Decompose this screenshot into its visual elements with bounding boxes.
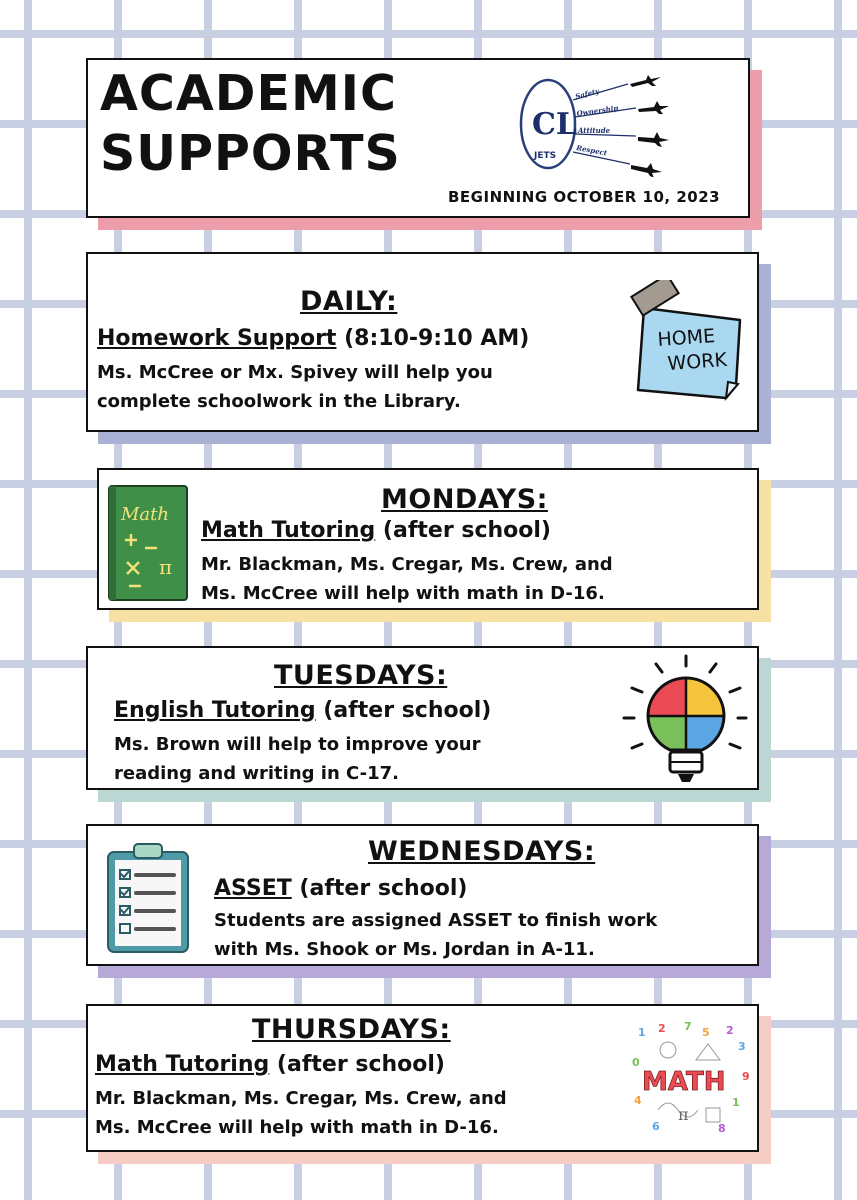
mondays-desc-line-2: Ms. McCree will help with math in D-16.: [201, 583, 605, 604]
svg-text:7: 7: [684, 1020, 692, 1033]
mondays-program: [201, 518, 551, 543]
daily-panel: [86, 252, 759, 432]
title-line-1: ACADEMIC: [100, 65, 397, 122]
svg-text:6: 6: [652, 1120, 660, 1133]
mondays-program-time: (after school): [375, 518, 551, 543]
homework-note-icon: [628, 280, 750, 406]
math-doodle-icon: [628, 1020, 754, 1144]
daily-desc-line-2: complete schoolwork in the Library.: [97, 391, 461, 412]
svg-text:3: 3: [738, 1040, 746, 1053]
homework-icon-text-1: HOME: [656, 325, 716, 351]
tuesdays-panel: [86, 646, 759, 790]
svg-text:1: 1: [732, 1096, 740, 1109]
daily-heading: DAILY:: [300, 286, 398, 317]
tuesdays-program-time: (after school): [315, 698, 492, 723]
tuesdays-program-name: English Tutoring: [114, 698, 316, 723]
svg-text:2: 2: [658, 1022, 666, 1035]
svg-text:8: 8: [718, 1122, 726, 1135]
daily-description: [97, 358, 493, 416]
wednesdays-program-time: (after school): [291, 876, 468, 901]
thursdays-desc-line-1: Mr. Blackman, Ms. Cregar, Ms. Crew, and: [95, 1088, 507, 1109]
thursdays-description: [95, 1084, 507, 1142]
tuesdays-desc-line-1: Ms. Brown will help to improve your: [114, 734, 481, 755]
tuesdays-desc-line-2: reading and writing in C-17.: [114, 763, 400, 784]
mondays-panel: [97, 468, 759, 610]
tuesdays-heading: TUESDAYS:: [274, 660, 448, 691]
thursdays-program-time: (after school): [269, 1052, 445, 1077]
math-book-icon: [105, 484, 191, 604]
wednesdays-heading: WEDNESDAYS:: [368, 836, 596, 867]
header-panel: [86, 58, 750, 218]
wednesdays-panel: [86, 824, 759, 966]
svg-text:2: 2: [726, 1024, 734, 1037]
daily-desc-line-1: Ms. McCree or Mx. Spivey will help you: [97, 362, 493, 383]
wednesdays-description: [214, 906, 657, 964]
svg-text:1: 1: [638, 1026, 646, 1039]
math-book-title: Math: [121, 504, 169, 525]
math-doodle-word: MATH: [642, 1067, 726, 1097]
wednesdays-program-name: ASSET: [214, 876, 292, 901]
clipboard-checklist-icon: [104, 842, 192, 956]
logo-value-4: Respect: [575, 143, 608, 158]
svg-text:9: 9: [742, 1070, 750, 1083]
svg-text:5: 5: [702, 1026, 710, 1039]
svg-text:π: π: [159, 555, 173, 579]
school-logo: [518, 72, 678, 177]
svg-text:0: 0: [632, 1056, 640, 1069]
title-line-2: SUPPORTS: [100, 125, 401, 182]
logo-word: JETS: [534, 151, 557, 161]
svg-text:π: π: [678, 1105, 689, 1124]
wednesdays-program: [214, 876, 467, 901]
tuesdays-description: [114, 730, 480, 788]
start-date: BEGINNING OCTOBER 10, 2023: [448, 188, 721, 206]
daily-program-time: (8:10-9:10 AM): [336, 326, 530, 351]
homework-icon-text-2: WORK: [666, 348, 728, 375]
logo-value-3: Attitude: [578, 126, 611, 135]
thursdays-program-name: Math Tutoring: [95, 1052, 270, 1077]
wednesdays-desc-line-2: with Ms. Shook or Ms. Jordan in A-11.: [214, 939, 595, 960]
daily-program-name: Homework Support: [97, 326, 337, 351]
logo-value-1: Safety: [574, 86, 601, 101]
logo-value-2: Ownership: [576, 103, 619, 118]
wednesdays-desc-line-1: Students are assigned ASSET to finish work: [214, 910, 658, 931]
mondays-program-name: Math Tutoring: [201, 518, 376, 543]
thursdays-heading: THURSDAYS:: [252, 1014, 451, 1045]
thursdays-desc-line-2: Ms. McCree will help with math in D-16.: [95, 1117, 499, 1138]
page-title: [100, 64, 401, 184]
mondays-description: [201, 550, 613, 608]
mondays-desc-line-1: Mr. Blackman, Ms. Cregar, Ms. Crew, and: [201, 554, 613, 575]
lightbulb-puzzle-icon: [618, 654, 748, 788]
mondays-heading: MONDAYS:: [381, 484, 548, 515]
thursdays-program: [95, 1052, 445, 1077]
thursdays-panel: [86, 1004, 759, 1152]
svg-text:4: 4: [634, 1094, 642, 1107]
daily-program: [97, 326, 529, 351]
tuesdays-program: [114, 698, 491, 723]
logo-letters: CL: [532, 107, 577, 142]
